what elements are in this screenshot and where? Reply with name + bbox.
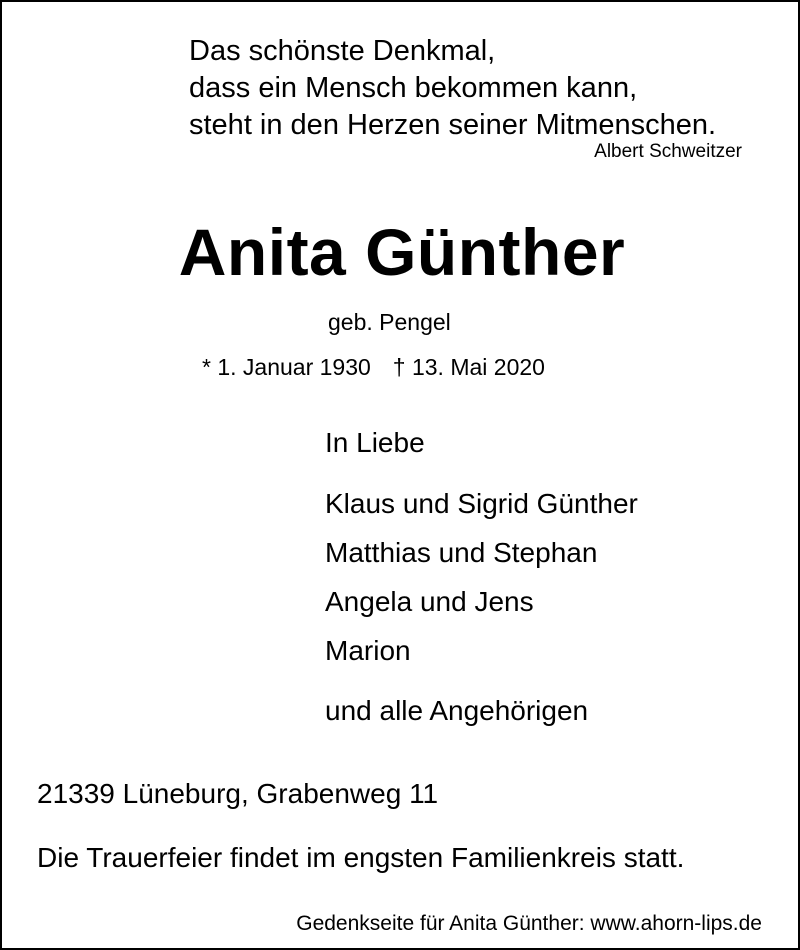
memorial-page-note: Gedenkseite für Anita Günther: www.ahorn-lips.de (296, 912, 762, 935)
mourners-closing: und alle Angehörigen (325, 695, 589, 726)
mourner-name: Matthias und Stephan (325, 537, 598, 568)
birth-date: * 1. Januar 1930 (202, 354, 371, 380)
quote-line-2: dass ein Mensch bekommen kann, (189, 72, 638, 104)
death-date: † 13. Mai 2020 (392, 354, 545, 380)
mourner-name: Marion (325, 635, 411, 666)
birth-name: geb. Pengel (328, 309, 451, 335)
mourner-name: Angela und Jens (325, 586, 534, 617)
mourners-intro: In Liebe (325, 427, 425, 458)
mourner-name: Klaus und Sigrid Günther (325, 488, 638, 519)
deceased-name: Anita Günther (178, 215, 626, 289)
address: 21339 Lüneburg, Grabenweg 11 (37, 778, 439, 809)
quote-author: Albert Schweitzer (594, 141, 742, 162)
quote-line-1: Das schönste Denkmal, (189, 35, 496, 67)
ceremony-note: Die Trauerfeier findet im engsten Familienkreis statt. (37, 842, 685, 873)
life-dates (202, 354, 545, 381)
quote-line-3: steht in den Herzen seiner Mitmenschen. (189, 109, 717, 141)
